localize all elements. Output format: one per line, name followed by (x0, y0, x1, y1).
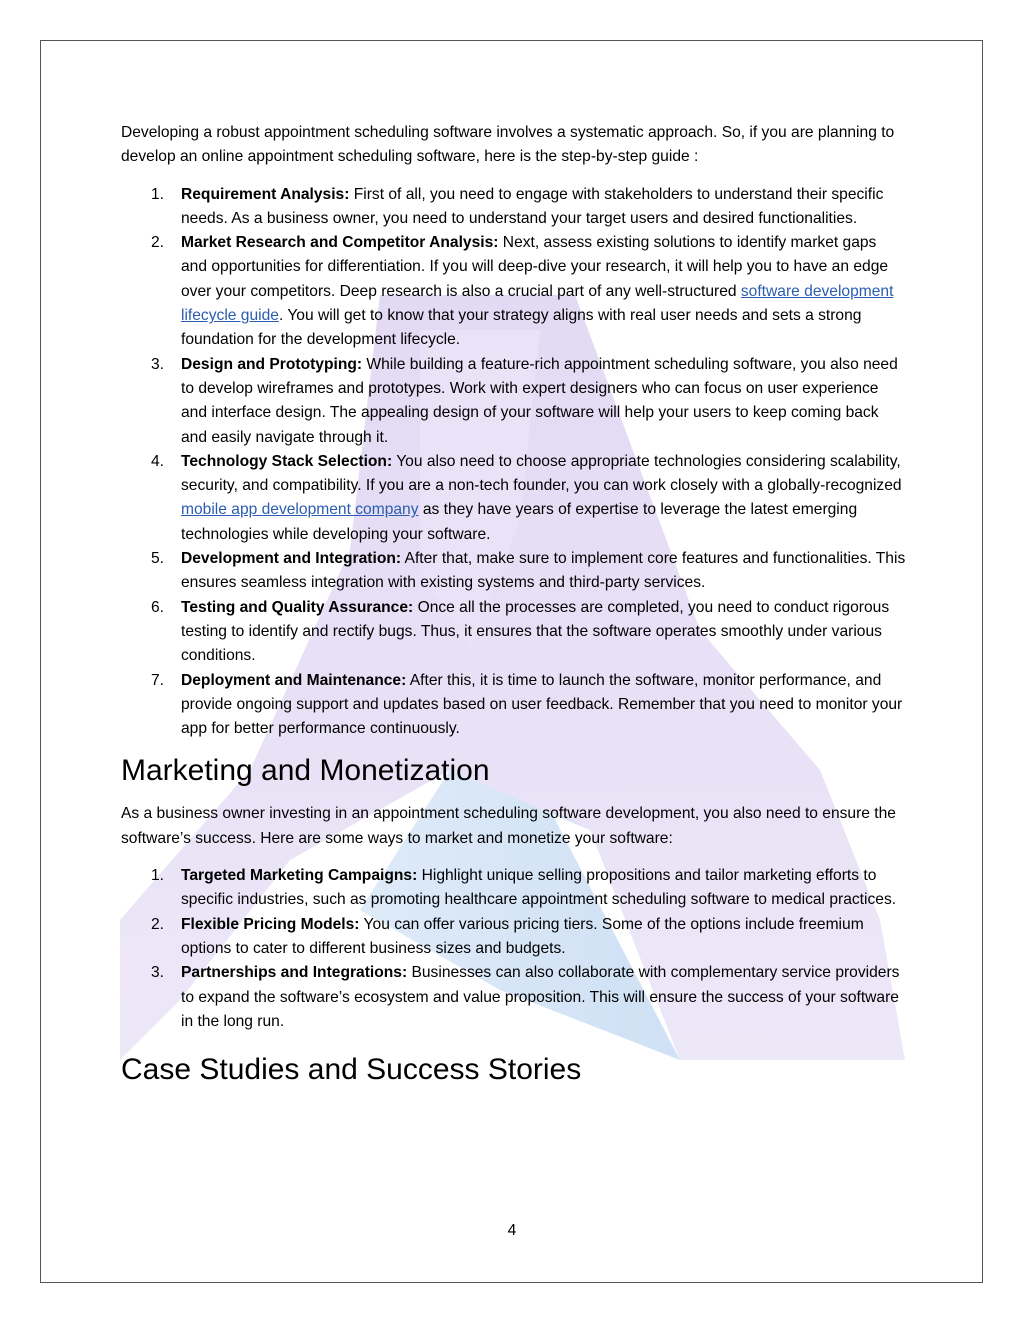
list-item (121, 183, 906, 232)
item-text: Businesses can also collaborate with complementary service providers to expand the software’s ecosystem and value proposition. This will ensure the success of your software in the long run. (181, 964, 900, 1030)
marketing-intro-paragraph: As a business owner investing in an appointment scheduling software development, you also need to ensure the software’s success. Here are some ways to market and monetize your software: (121, 805, 896, 847)
section-heading-marketing: Marketing and Monetization (121, 754, 490, 788)
list-item (121, 450, 906, 547)
steps-list (121, 183, 906, 742)
list-number: 5. (151, 550, 165, 568)
item-text: You can offer various pricing tiers. Some of the options include freemium options to cater to different business sizes and budgets. (181, 915, 864, 957)
item-text: Next, assess existing solutions to identify market gaps and opportunities for differentiation. If you will deep-dive your research, it will help you to have an edge over your competitors. Deep research is also a crucial part of any well-structured (181, 234, 889, 300)
sdlc-guide-link[interactable]: software development lifecycle guide (181, 282, 894, 325)
list-item (121, 596, 906, 669)
list-number: 1. (151, 185, 165, 203)
item-heading: Requirement Analysis: (181, 185, 350, 203)
item-text: . You will get to know that your strategy aligns with real user needs and sets a strong foundation for the development lifecycle. (181, 307, 862, 349)
list-number: 1. (151, 867, 165, 885)
list-number: 4. (151, 452, 165, 470)
item-heading: Partnerships and Integrations: (181, 964, 408, 982)
list-number: 3. (151, 355, 165, 373)
item-heading: Technology Stack Selection: (181, 452, 393, 470)
list-number: 7. (151, 671, 165, 689)
item-heading: Development and Integration: (181, 550, 402, 568)
item-heading: Market Research and Competitor Analysis: (181, 234, 499, 252)
item-heading: Deployment and Maintenance: (181, 671, 407, 689)
item-heading: Testing and Quality Assurance: (181, 598, 414, 616)
item-text: After this, it is time to launch the software, monitor performance, and provide ongoing support and updates based on user feedback. Remember that you need to monitor your app for better performance continuously. (181, 671, 903, 738)
list-item (121, 961, 906, 1034)
mobile-app-company-link[interactable]: mobile app development company (181, 501, 419, 519)
list-item (121, 913, 906, 962)
list-number: 3. (151, 964, 165, 982)
list-item (121, 231, 906, 352)
page-number: 4 (507, 1222, 517, 1239)
item-heading: Design and Prototyping: (181, 355, 363, 373)
section-heading-case-studies: Case Studies and Success Stories (121, 1053, 582, 1087)
list-item (121, 864, 906, 913)
marketing-list (121, 864, 906, 1034)
list-item (121, 669, 906, 742)
item-heading: Targeted Marketing Campaigns: (181, 867, 418, 885)
item-text: After that, make sure to implement core features and functionalities. This ensures seamless integration with existing systems and third-party services. (181, 550, 906, 592)
item-heading: Flexible Pricing Models: (181, 915, 360, 933)
list-item (121, 353, 906, 450)
list-item (121, 547, 906, 596)
intro-paragraph: Developing a robust appointment scheduling software involves a systematic approach. So, if you are planning to develop an online appointment scheduling software, here is the step-by-step guide : (121, 124, 895, 166)
item-text: You also need to choose appropriate technologies considering scalability, security, and compatibility. If you are a non-tech founder, you can work closely with a globally-recognized (181, 452, 902, 495)
item-text: While building a feature-rich appointment scheduling software, you also need to develop wireframes and prototypes. Work with expert designers who can focus on user experience and interface design. The appealing design of your software will help your users to keep coming back and easily navigate through it. (181, 355, 898, 446)
page-content (121, 121, 906, 1088)
list-number: 6. (151, 598, 165, 616)
item-text: Once all the processes are completed, you need to conduct rigorous testing to identify and rectify bugs. Thus, it ensures that the software operates smoothly under various conditions. (181, 598, 890, 665)
list-number: 2. (151, 915, 165, 933)
item-text: as they have years of expertise to leverage the latest emerging technologies while developing your software. (181, 501, 858, 543)
list-number: 2. (151, 234, 165, 252)
item-text: Highlight unique selling propositions and tailor marketing efforts to specific industries, such as promoting healthcare appointment scheduling software to medical practices. (181, 867, 897, 909)
item-text: First of all, you need to engage with stakeholders to understand their specific needs. As a business owner, you need to understand your target users and desired functionalities. (181, 185, 884, 227)
